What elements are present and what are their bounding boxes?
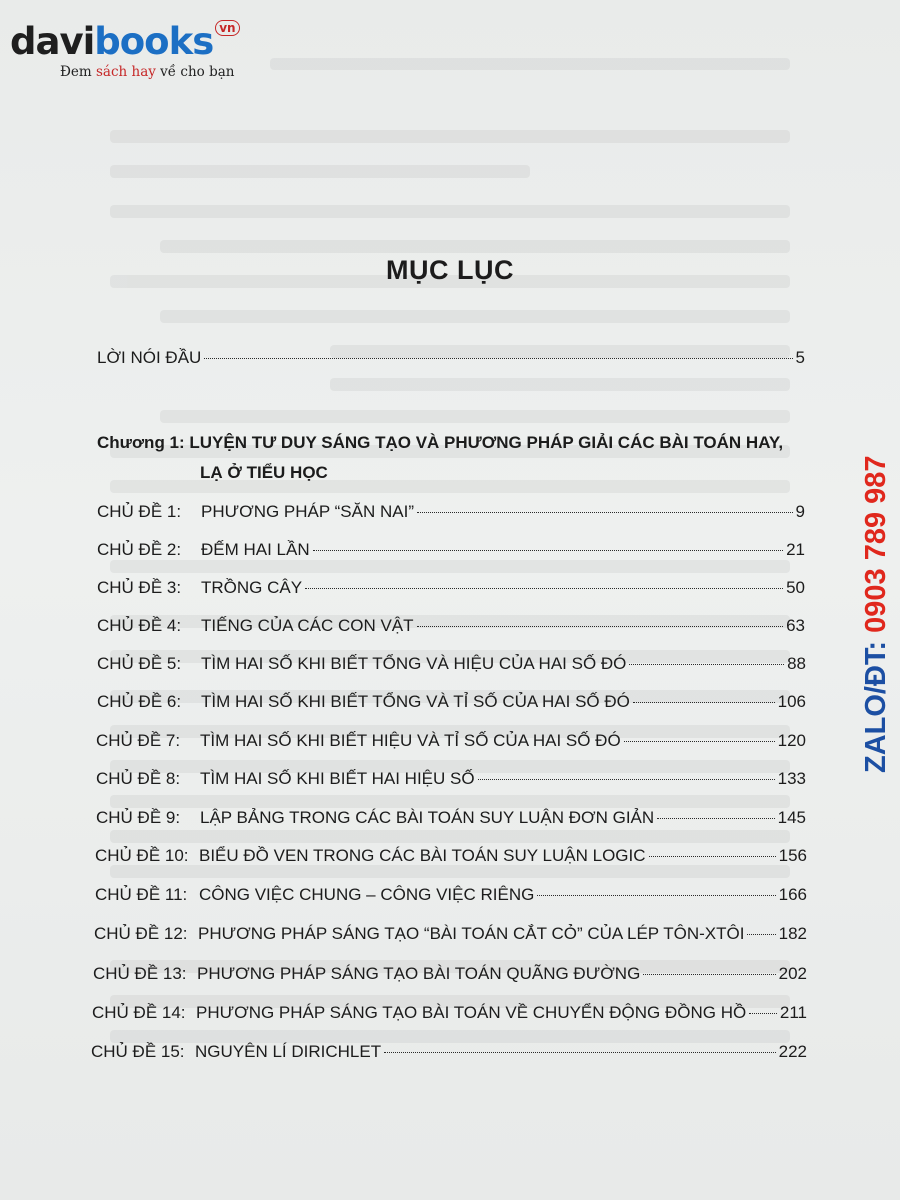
toc-dot-leader [643, 974, 775, 975]
toc-topic-prefix: CHỦ ĐỀ 9: [96, 808, 181, 827]
toc-row-topic-1[interactable] [97, 502, 805, 522]
toc-page-number: 133 [777, 769, 806, 788]
toc-dot-leader [204, 358, 792, 359]
toc-topic-prefix: CHỦ ĐỀ 8: [96, 769, 181, 788]
toc-label: TÌM HAI SỐ KHI BIẾT TỔNG VÀ TỈ SỐ CỦA HAI SỐ ĐÓ [201, 692, 630, 711]
toc-page-number: 222 [778, 1042, 807, 1061]
toc-row-topic-13[interactable] [93, 964, 807, 984]
toc-topic-prefix: CHỦ ĐỀ 2: [97, 540, 182, 559]
toc-topic-prefix: CHỦ ĐỀ 14: [92, 1003, 186, 1022]
toc-page-number: 166 [778, 885, 807, 904]
toc-topic-prefix: CHỦ ĐỀ 7: [96, 731, 181, 750]
toc-label: PHƯƠNG PHÁP SÁNG TẠO BÀI TOÁN VỀ CHUYỂN ĐỘNG ĐỒNG HỒ [196, 1003, 747, 1022]
page-title: MỤC LỤC [386, 255, 514, 285]
toc-dot-leader [417, 512, 793, 513]
toc-row-topic-2[interactable] [97, 540, 805, 560]
davibooks-logo [10, 8, 240, 80]
toc-row-topic-11[interactable] [95, 885, 807, 905]
logo-books-text: books [94, 20, 214, 63]
toc-label: ĐẾM HAI LẦN [201, 540, 310, 559]
toc-dot-leader [633, 702, 775, 703]
toc-label: TÌM HAI SỐ KHI BIẾT HAI HIỆU SỐ [200, 769, 475, 788]
toc-label: PHƯƠNG PHÁP SÁNG TẠO “BÀI TOÁN CẮT CỎ” CỦA LÉP TÔN-XTÔI [198, 924, 745, 943]
toc-page-number: 182 [778, 924, 807, 943]
toc-topic-prefix: CHỦ ĐỀ 6: [97, 692, 182, 711]
toc-topic-prefix: CHỦ ĐỀ 5: [97, 654, 182, 673]
toc-dot-leader [537, 895, 775, 896]
toc-row-topic-5[interactable] [97, 654, 806, 674]
toc-topic-prefix: CHỦ ĐỀ 12: [94, 924, 188, 943]
toc-dot-leader [629, 664, 784, 665]
toc-label: TÌM HAI SỐ KHI BIẾT HIỆU VÀ TỈ SỐ CỦA HAI SỐ ĐÓ [200, 731, 621, 750]
toc-row-topic-10[interactable] [95, 846, 807, 866]
toc-label: TRỒNG CÂY [201, 578, 303, 597]
toc-row-topic-7[interactable] [96, 731, 806, 751]
toc-dot-leader [313, 550, 783, 551]
toc-label: NGUYÊN LÍ DIRICHLET [195, 1042, 382, 1061]
toc-dot-leader [657, 818, 774, 819]
tagline-post: về cho bạn [155, 64, 235, 80]
toc-page-number: 202 [778, 964, 807, 983]
toc-page-number: 50 [786, 578, 805, 597]
toc-row-topic-6[interactable] [97, 692, 806, 712]
toc-label: TIẾNG CỦA CÁC CON VẬT [201, 616, 414, 635]
toc-label: PHƯƠNG PHÁP “SĂN NAI” [201, 502, 414, 521]
toc-dot-leader [305, 588, 783, 589]
toc-row-topic-8[interactable] [96, 769, 806, 789]
toc-page-number: 5 [795, 348, 805, 367]
toc-label: LẬP BẢNG TRONG CÁC BÀI TOÁN SUY LUẬN ĐƠN GIẢN [200, 808, 655, 827]
toc-page-number: 21 [786, 540, 805, 559]
side-contact-label: ZALO/ĐT: [860, 632, 892, 773]
toc-topic-prefix: CHỦ ĐỀ 4: [97, 616, 182, 635]
toc-topic-prefix: CHỦ ĐỀ 10: [95, 846, 189, 865]
chapter-heading-line-1: Chương 1: LUYỆN TƯ DUY SÁNG TẠO VÀ PHƯƠNG PHÁP GIẢI CÁC BÀI TOÁN HAY, [97, 433, 784, 452]
toc-page-number: 211 [779, 1003, 807, 1022]
toc-row-topic-3[interactable] [97, 578, 805, 598]
side-contact-watermark [860, 455, 893, 773]
tagline-highlight: sách hay [95, 64, 156, 80]
toc-dot-leader [478, 779, 775, 780]
toc-row-topic-14[interactable] [92, 1003, 807, 1023]
toc-page-number: 120 [777, 731, 806, 750]
toc-row-preface[interactable] [97, 348, 805, 368]
side-contact-number: 0903 789 987 [860, 455, 892, 633]
tagline-pre: Đem [60, 64, 96, 80]
toc-row-topic-9[interactable] [96, 808, 806, 828]
toc-label: CÔNG VIỆC CHUNG – CÔNG VIỆC RIÊNG [199, 885, 535, 904]
toc-topic-prefix: CHỦ ĐỀ 13: [93, 964, 187, 983]
toc-row-topic-12[interactable] [94, 924, 807, 944]
toc-page-number: 9 [795, 502, 805, 521]
toc-topic-prefix: CHỦ ĐỀ 1: [97, 502, 182, 521]
toc-dot-leader [624, 741, 775, 742]
toc-page-number: 63 [786, 616, 805, 635]
toc-topic-prefix: CHỦ ĐỀ 3: [97, 578, 182, 597]
chapter-heading-line-2: LẠ Ở TIỂU HỌC [200, 463, 328, 482]
toc-dot-leader [747, 934, 775, 935]
toc-page-number: 106 [777, 692, 806, 711]
toc-dot-leader [649, 856, 776, 857]
toc-row-topic-15[interactable] [91, 1042, 807, 1062]
toc-page-number: 156 [778, 846, 807, 865]
toc-row-topic-4[interactable] [97, 616, 805, 636]
toc-dot-leader [384, 1052, 776, 1053]
toc-label: PHƯƠNG PHÁP SÁNG TẠO BÀI TOÁN QUÃNG ĐƯỜNG [197, 964, 641, 983]
toc-topic-prefix: CHỦ ĐỀ 11: [95, 885, 188, 904]
toc-page-number: 145 [777, 808, 806, 827]
logo-tagline [60, 64, 240, 80]
toc-page-number: 88 [787, 654, 806, 673]
logo-davi-text: davi [10, 20, 95, 63]
toc-label: TÌM HAI SỐ KHI BIẾT TỔNG VÀ HIỆU CỦA HAI SỐ ĐÓ [201, 654, 627, 673]
toc-label: LỜI NÓI ĐẦU [97, 348, 202, 367]
logo-vn-badge: vn [215, 20, 239, 36]
toc-label: BIỂU ĐỒ VEN TRONG CÁC BÀI TOÁN SUY LUẬN LOGIC [199, 846, 646, 865]
toc-dot-leader [417, 626, 784, 627]
toc-topic-prefix: CHỦ ĐỀ 15: [91, 1042, 185, 1061]
toc-dot-leader [749, 1013, 777, 1014]
chapter-heading [97, 428, 783, 488]
